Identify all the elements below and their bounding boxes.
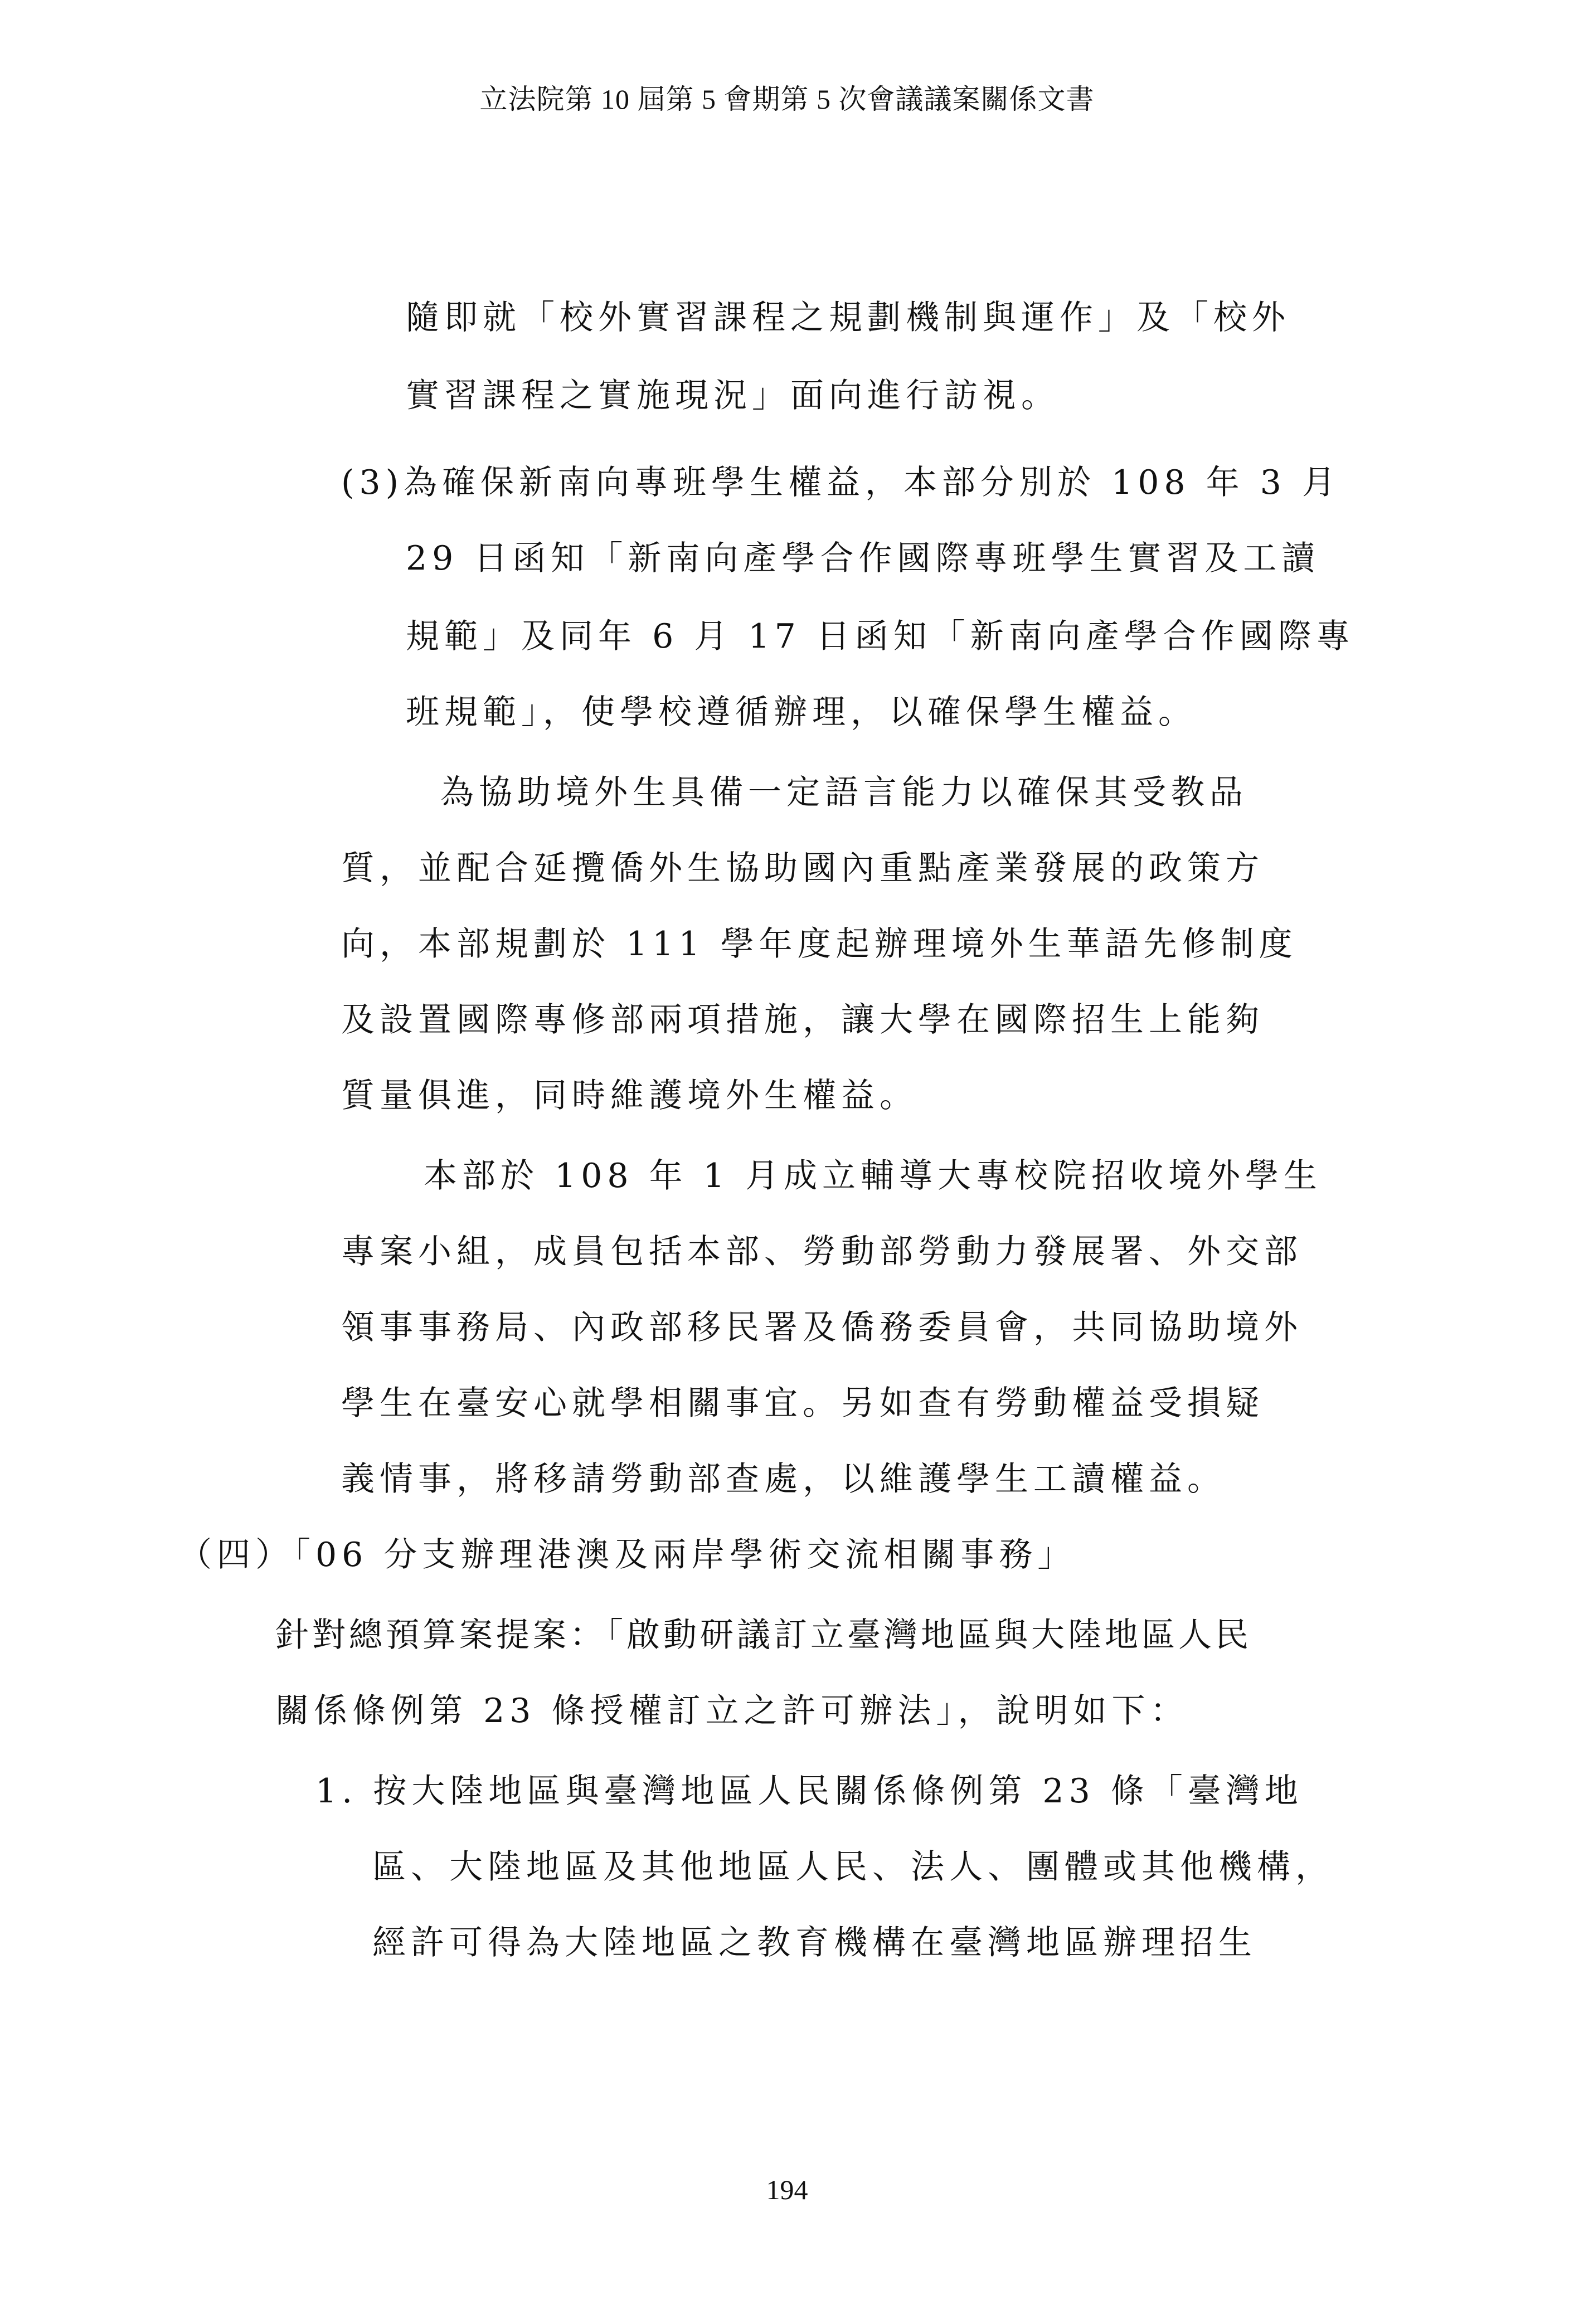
body-line: 質量俱進，同時維護境外生權益。 (341, 1076, 918, 1115)
body-line: (3)為確保新南向專班學生權益，本部分別於 108 年 3 月 (341, 463, 1340, 502)
body-line: 及設置國際專修部兩項措施，讓大學在國際招生上能夠 (341, 1000, 1264, 1039)
body-line: 為協助境外生具備一定語言能力以確保其受教品 (440, 773, 1248, 812)
body-line: 本部於 108 年 1 月成立輔導大專校院招收境外學生 (424, 1156, 1322, 1195)
body-line: 向，本部規劃於 111 學年度起辦理境外生華語先修制度 (341, 925, 1298, 964)
page-number: 194 (766, 2174, 808, 2205)
body-line: 隨即就「校外實習課程之規劃機制與運作」及「校外 (406, 298, 1290, 337)
body-line: 規範」及同年 6 月 17 日函知「新南向產學合作國際專 (406, 617, 1355, 656)
section-heading: （四）「06 分支辦理港澳及兩岸學術交流相關事務」 (178, 1535, 1076, 1574)
body-line: 學生在臺安心就學相關事宜。另如查有勞動權益受損疑 (341, 1384, 1264, 1423)
body-line: 實習課程之實施現況」面向進行訪視。 (406, 376, 1060, 415)
body-line: 經許可得為大陸地區之教育機構在臺灣地區辦理招生 (372, 1923, 1257, 1962)
body-line: 質，並配合延攬僑外生協助國內重點產業發展的政策方 (341, 849, 1264, 888)
list-item: 1. 按大陸地區與臺灣地區人民關係條例第 23 條「臺灣地 (315, 1772, 1303, 1811)
body-line: 29 日函知「新南向產學合作國際專班學生實習及工讀 (406, 539, 1320, 578)
body-line: 針對總預算案提案：「啟動研議訂立臺灣地區與大陸地區人民 (275, 1616, 1252, 1655)
page-header: 立法院第 10 屆第 5 會期第 5 次會議議案關係文書 (479, 84, 1095, 115)
body-line: 專案小組，成員包括本部、勞動部勞動力發展署、外交部 (341, 1232, 1303, 1271)
body-line: 領事事務局、內政部移民署及僑務委員會，共同協助境外 (341, 1308, 1303, 1347)
body-line: 班規範」，使學校遵循辦理，以確保學生權益。 (406, 693, 1197, 732)
body-line: 義情事，將移請勞動部查處，以維護學生工讀權益。 (341, 1460, 1226, 1499)
body-line: 關係條例第 23 條授權訂立之許可辦法」，說明如下： (275, 1691, 1189, 1730)
body-line: 區、大陸地區及其他地區人民、法人、團體或其他機構， (372, 1847, 1334, 1887)
